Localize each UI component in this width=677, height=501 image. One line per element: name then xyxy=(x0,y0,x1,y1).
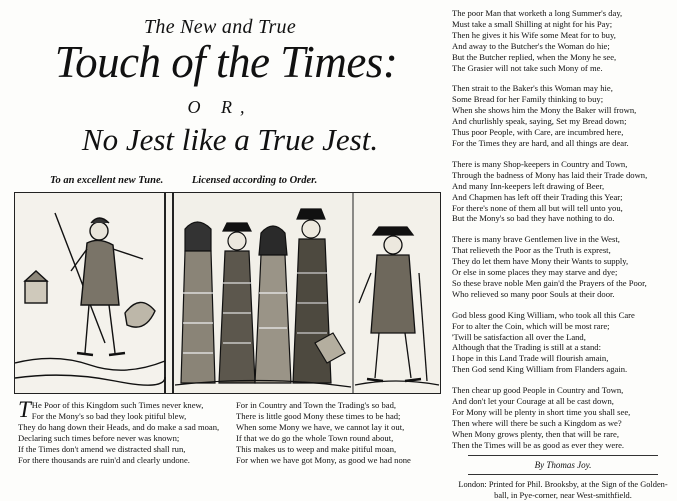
verse-line: For to alter the Coin, which will be most rare; xyxy=(452,320,610,331)
verse-line: The Grasier will not take such Mony of me. xyxy=(452,62,603,73)
verse-line: Some Bread for her Family thinking to buy; xyxy=(452,94,604,105)
title-top: The New and True xyxy=(143,16,297,38)
woodcut-man-with-hat xyxy=(355,227,439,385)
verse-line: And away to the Butcher's the Woman do hie; xyxy=(452,40,610,51)
verse-line: Through the badness of Mony has laid their Trade down, xyxy=(452,169,648,180)
verse-line: Then he gives it his Wife some Meat for to buy, xyxy=(452,29,616,40)
stanza-4 xyxy=(452,234,674,299)
woodcut-illustrations xyxy=(14,192,441,394)
verse-line: If the Times don't amend we distracted shall run, xyxy=(18,443,186,454)
verse-line: So these brave noble Men gain'd the Prayers of the Poor, xyxy=(452,277,647,288)
verse-line: For Mony will be plenty in short time you shall see, xyxy=(452,407,631,417)
verse-line: Then chear up good People in Country and Town, xyxy=(452,385,624,396)
tune-line xyxy=(50,175,430,186)
divider-bottom xyxy=(468,474,658,475)
stanza-3 xyxy=(452,159,674,224)
verse-line: They do hang down their Heads, and do make a sad moan, xyxy=(18,421,220,432)
verse-line: When she shows him the Mony the Baker will frown, xyxy=(452,105,637,116)
verse-line: 'Twill be satisfaction all over the Land, xyxy=(452,331,586,342)
verse-line: But the Mony's so bad they have nothing to do. xyxy=(452,213,615,224)
woodcut-figures-image xyxy=(15,193,440,393)
verse-line: For there thousands are ruin'd and clearly undone. xyxy=(18,454,190,465)
verse-line: I hope in this Land Trade will flourish amain, xyxy=(452,353,609,364)
author-credit: By Thomas Joy. xyxy=(534,459,592,470)
verse-line: And churlishly speak, saying, Set my Bread down; xyxy=(452,116,627,127)
verse-line: Thus poor People, with Care, are incumbred here, xyxy=(452,127,624,138)
verse-line: Declaring such times before never was known; xyxy=(18,432,180,443)
title-or: O R, xyxy=(187,97,253,117)
divider-top xyxy=(468,455,658,456)
verse-line: That relieveth the Poor as the Truth is exprest, xyxy=(452,245,611,256)
verse-line: Or else in some places they may starve and dye; xyxy=(452,267,618,278)
verse-line: The poor Man that worketh a long Summer's day, xyxy=(452,8,623,18)
verse-line: Must take a small Shilling at night for his Pay; xyxy=(452,18,613,29)
verse-line: For the Times they are hard, and all things are dear. xyxy=(452,137,629,148)
verse-column-middle xyxy=(236,400,436,465)
verse-line: Then where will there be such a Kingdom as we? xyxy=(452,417,622,428)
verse-line: If that we do go the whole Town round about, xyxy=(236,432,394,443)
verse-line: When some Mony we have, we cannot lay it out, xyxy=(236,421,405,432)
verse-line: Who relieved so many poor Souls at their door. xyxy=(452,288,615,299)
verse-line: And many Inn-keepers left drawing of Beer, xyxy=(452,180,605,191)
stanza-6 xyxy=(452,385,674,450)
printer-imprint: London: Printed for Phil. Brooksby, at the Sign of the Golden-ball, in Pye-corner, near West-smithfield. xyxy=(458,479,668,500)
verse-line: For the Mony's so bad they look pitiful blew, xyxy=(31,410,187,421)
verse-line: And don't let your Courage at all be cast down, xyxy=(452,396,614,407)
tune-note: To an excellent new Tune. xyxy=(50,175,164,186)
verse-line: For in Country and Town the Trading's so bad, xyxy=(236,400,397,410)
verse-line: There is many brave Gentlemen live in the West, xyxy=(452,234,620,245)
verse-column-left xyxy=(18,397,226,465)
license-note: Licensed according to Order. xyxy=(191,175,318,186)
verse-line: God bless good King William, who took all this Care xyxy=(452,309,635,320)
verse-line: There is many Shop-keepers in Country and Town, xyxy=(452,158,628,169)
verse-line: For there's none of them all but will tell unto you, xyxy=(452,202,623,213)
verse-column-right xyxy=(452,8,674,501)
verse-line: For when we have got Mony, as good we had none xyxy=(236,454,411,465)
drop-cap: T xyxy=(18,397,31,422)
title-main: Touch of the Times: xyxy=(54,37,398,87)
stanza-5 xyxy=(452,310,674,375)
verse-line: Although that the Trading is still at a stand: xyxy=(452,342,601,353)
verse-line: But the Butcher replied, when the Mony he see, xyxy=(452,51,617,62)
verse-line: And Chapmen has left off their Trading this Year; xyxy=(452,191,623,202)
verse-line: When Mony grows plenty, then that will be rare, xyxy=(452,428,619,439)
verse-line: There is little good Mony these times to be had; xyxy=(236,410,401,421)
stanza-2 xyxy=(452,83,674,148)
verse-line: This makes us to weep and make pitiful moan, xyxy=(236,443,397,454)
verse-line: Then the Times will be as good as ever they were. xyxy=(452,439,625,450)
stanza-1 xyxy=(452,8,674,73)
verse-line: Then strait to the Baker's this Woman may hie, xyxy=(452,83,613,94)
verse-line: He Poor of this Kingdom such Times never knew, xyxy=(31,400,204,410)
verse-line: They do let them have Mony their Wants to supply, xyxy=(452,256,629,267)
title-subtitle: No Jest like a True Jest. xyxy=(81,122,379,157)
verse-line: Then God send King William from Flanders again. xyxy=(452,364,628,375)
